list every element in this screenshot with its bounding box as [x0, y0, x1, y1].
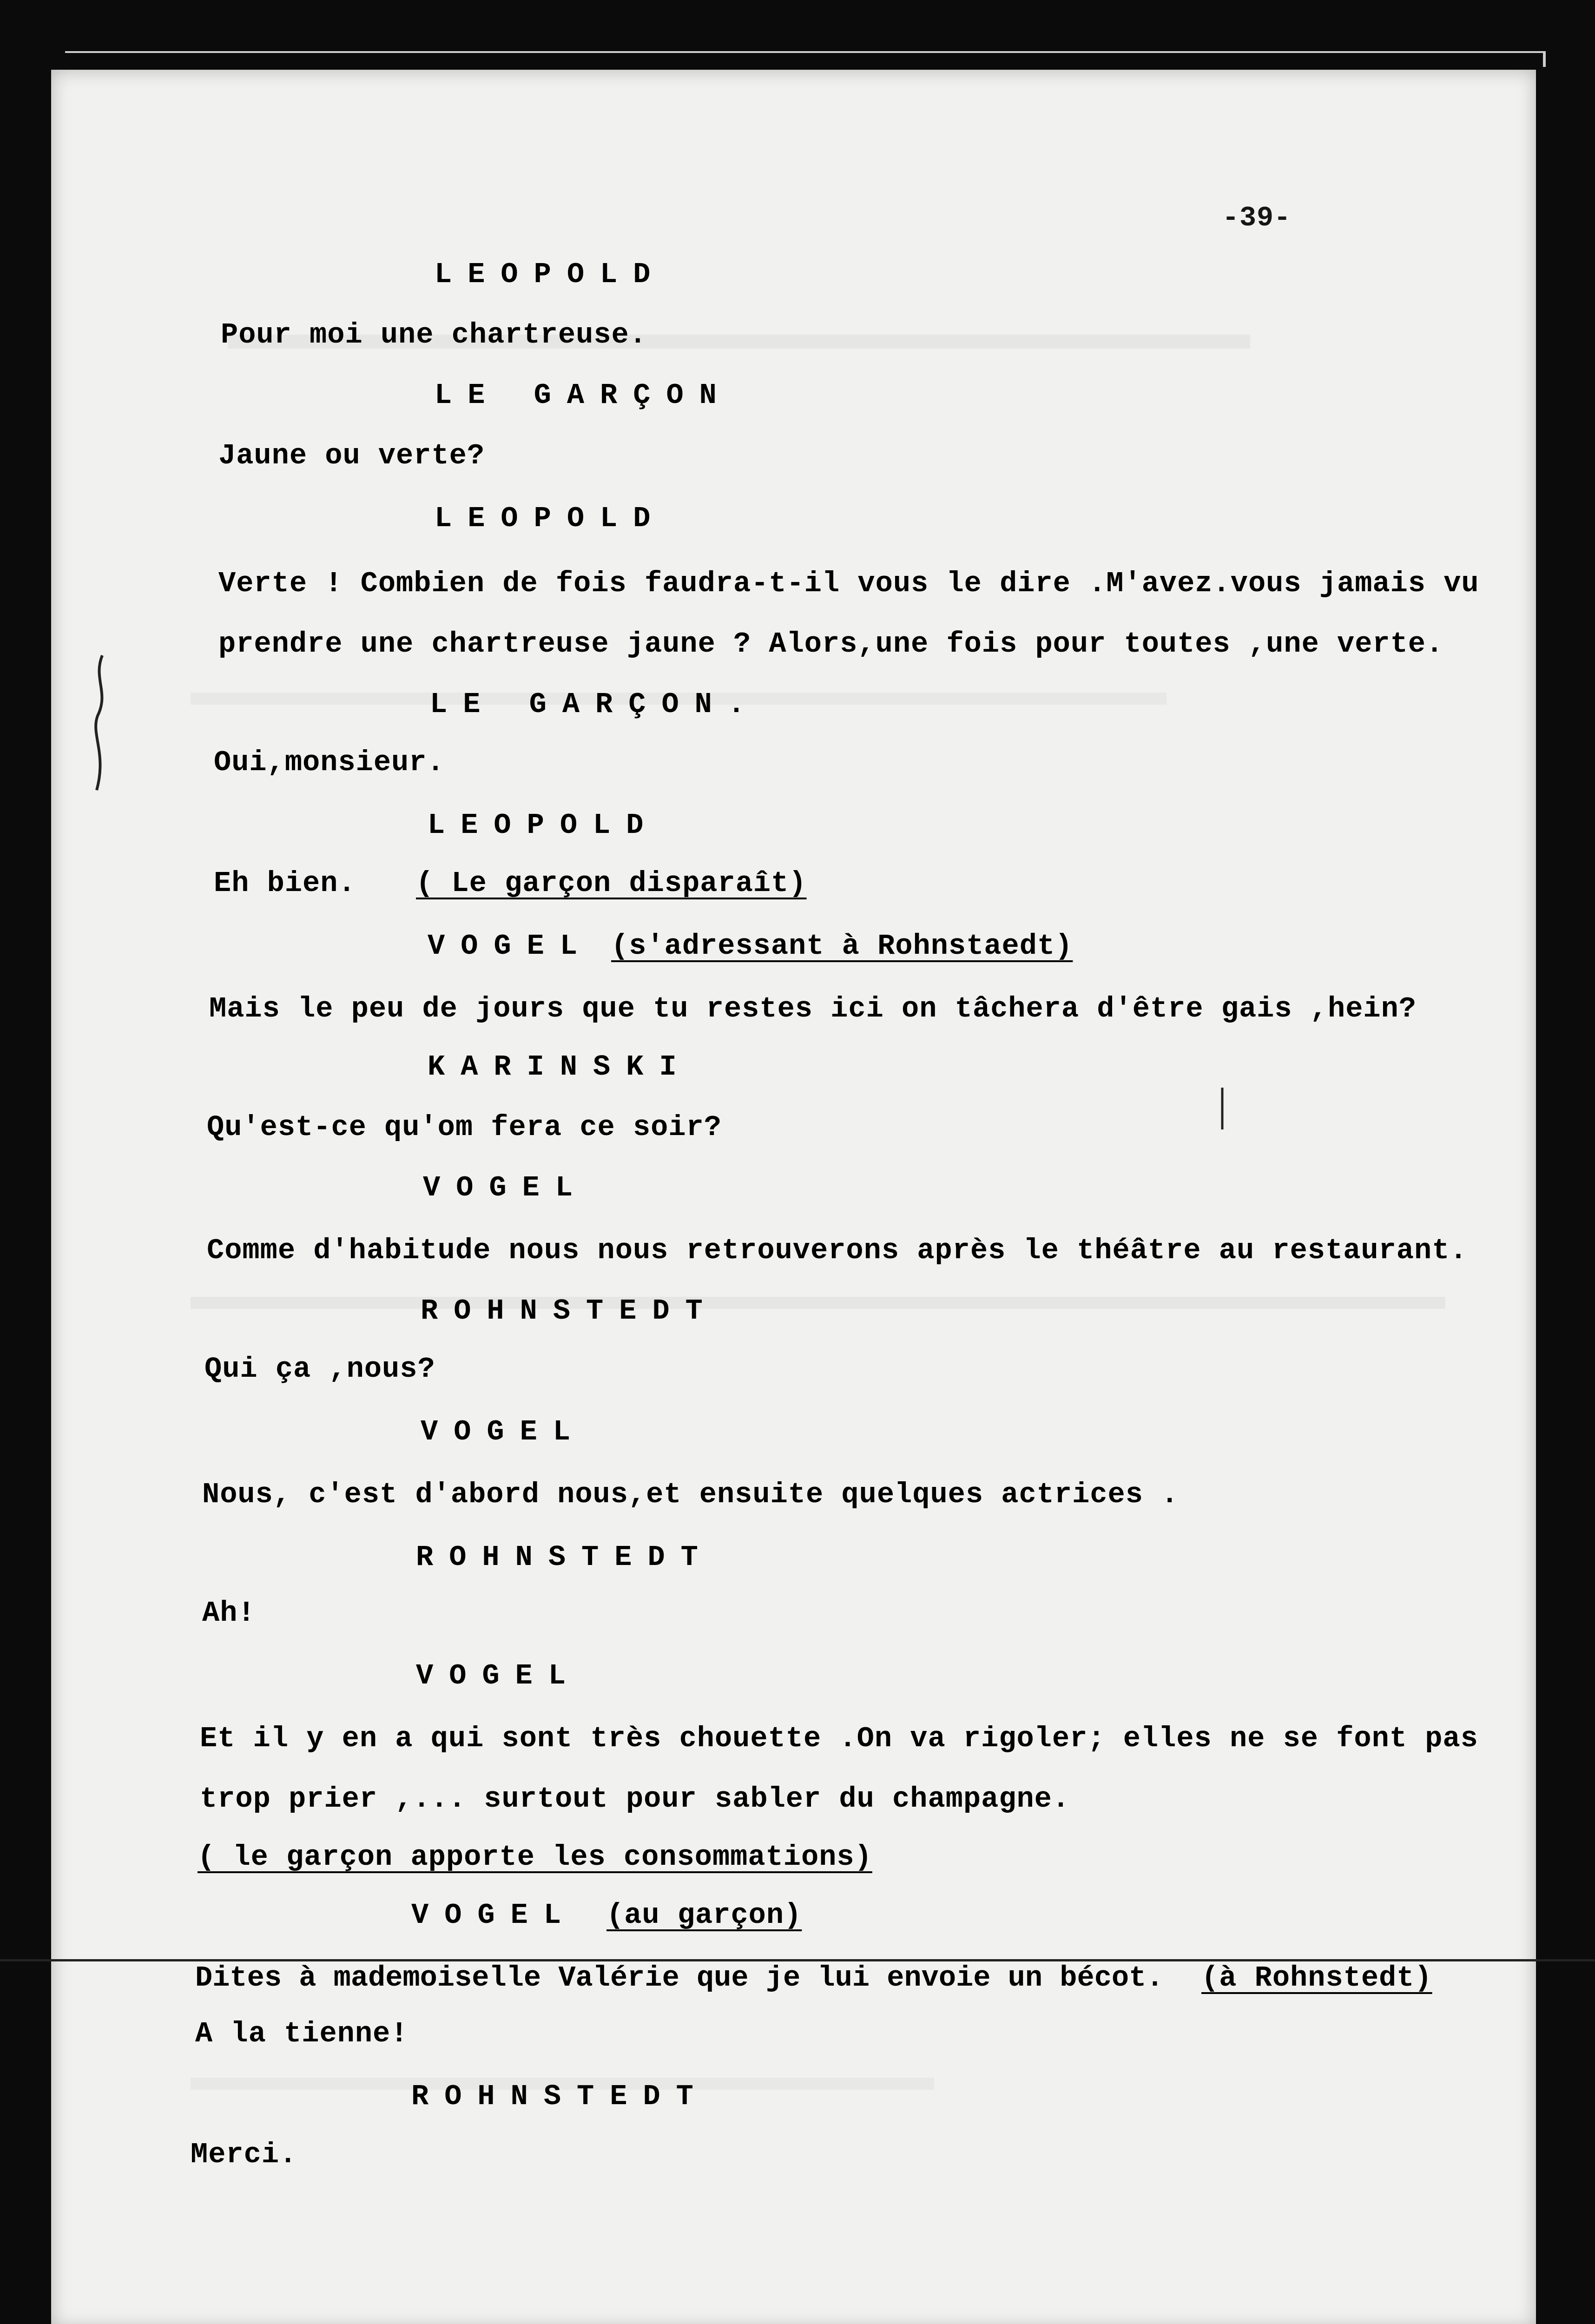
dialogue-line: prendre une chartreuse jaune ? Alors,une fois pour toutes ,une verte. [218, 627, 1444, 660]
speaker-leopold: LEOPOLD [428, 809, 659, 842]
bleed-through-shadow [191, 1297, 1445, 1309]
speaker-le-garcon: LE GARÇON. [430, 688, 761, 721]
speaker-leopold: LEOPOLD [435, 258, 666, 291]
dialogue-line: Comme d'habitude nous nous retrouverons après le théâtre au restaurant. [207, 1234, 1468, 1267]
dialogue-line: Oui,monsieur. [214, 746, 445, 779]
speaker-karinski: KARINSKI [428, 1050, 692, 1083]
margin-pencil-mark [84, 651, 121, 799]
dialogue-line: Et il y en a qui sont très chouette .On va rigoler; elles ne se font pas [200, 1722, 1478, 1755]
speaker-le-garcon: LE GARÇON [435, 379, 732, 412]
stage-direction: (s'adressant à Rohnstaedt) [611, 930, 1073, 963]
speaker-rohnstedt: ROHNSTEDT [411, 2080, 709, 2113]
dialogue-line: Eh bien. [214, 867, 356, 900]
dialogue-line: Verte ! Combien de fois faudra-t-il vous le dire .M'avez.vous jamais vu [218, 567, 1479, 600]
stage-direction: (à Rohnstedt) [1201, 1961, 1432, 1994]
margin-tick-mark [1218, 1088, 1227, 1129]
speaker-vogel: VOGEL [428, 930, 593, 963]
dialogue-line: Mais le peu de jours que tu restes ici on tâchera d'être gais ,hein? [209, 992, 1417, 1025]
page-number: -39- [1222, 203, 1292, 234]
scan-line [0, 1959, 1595, 1961]
dialogue-line: Merci. [191, 2138, 297, 2171]
dialogue-line: Qu'est-ce qu'om fera ce soir? [207, 1111, 722, 1144]
speaker-vogel: VOGEL [411, 1899, 577, 1932]
speaker-rohnstedt: ROHNSTEDT [421, 1294, 718, 1327]
speaker-vogel: VOGEL [416, 1659, 582, 1692]
dialogue-line: trop prier ,... surtout pour sabler du champagne. [200, 1783, 1070, 1816]
dialogue-line: Dites à mademoiselle Valérie que je lui envoie un bécot. [195, 1961, 1164, 1994]
stage-direction: ( le garçon apporte les consommations) [198, 1841, 872, 1874]
stage-direction: (au garçon) [606, 1899, 802, 1932]
stage-direction: ( Le garçon disparaît) [416, 867, 807, 900]
dialogue-line: Pour moi une chartreuse. [221, 318, 647, 351]
dialogue-line: Qui ça ,nous? [204, 1353, 435, 1386]
page-stack-edge [65, 51, 1546, 67]
dialogue-line: Jaune ou verte? [218, 439, 485, 472]
speaker-vogel: VOGEL [423, 1171, 589, 1204]
dialogue-line: Nous, c'est d'abord nous,et ensuite quelques actrices . [202, 1478, 1179, 1511]
speaker-vogel: VOGEL [421, 1415, 587, 1448]
dialogue-line: A la tienne! [195, 2017, 409, 2050]
dialogue-line: Ah! [202, 1597, 256, 1630]
speaker-rohnstedt: ROHNSTEDT [416, 1541, 714, 1574]
speaker-leopold: LEOPOLD [435, 502, 666, 535]
